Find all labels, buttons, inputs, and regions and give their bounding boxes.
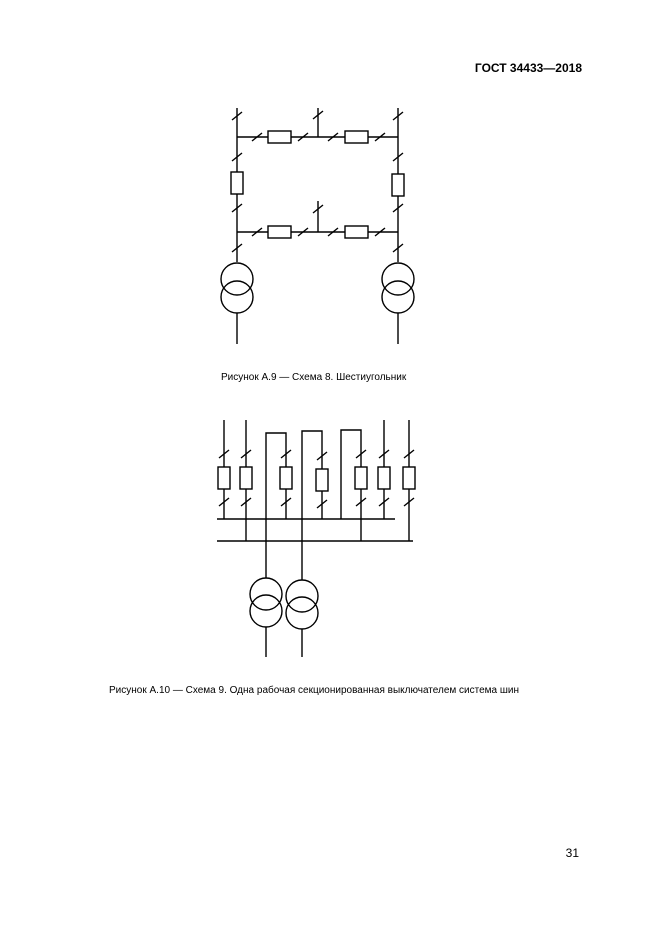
feeder-resistors [218,467,415,491]
document-header: ГОСТ 34433—2018 [474,61,582,75]
figure-a10-caption: Рисунок А.10 — Схема 9. Одна рабочая секционированная выключателем система шин [109,685,520,696]
page-number: 31 [565,846,579,860]
a10-right-transformer [286,580,318,657]
a10-left-transformer [250,578,282,657]
figure-a9-caption: Рисунок А.9 — Схема 8. Шестиугольник [221,372,407,383]
